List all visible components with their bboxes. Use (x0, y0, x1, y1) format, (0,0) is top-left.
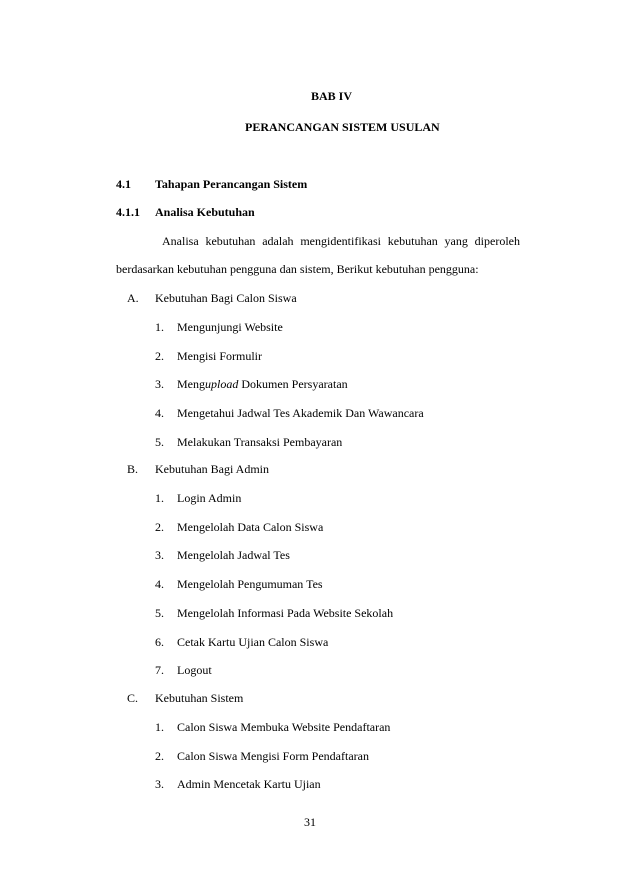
list-item (177, 377, 348, 392)
intro-paragraph-line-1: Analisa kebutuhan adalah mengidentifikasi kebutuhan yang diperoleh (162, 234, 520, 248)
list-item-number: 4. (155, 406, 164, 420)
list-item: Cetak Kartu Ujian Calon Siswa (177, 635, 329, 649)
list-item-number: 7. (155, 663, 164, 677)
list-item-number: 2. (155, 520, 164, 534)
page-number: 31 (304, 815, 316, 829)
group-letter: C. (127, 691, 139, 705)
list-item-number: 3. (155, 377, 164, 391)
list-item: Melakukan Transaksi Pembayaran (177, 435, 343, 449)
group-letter: B. (127, 462, 139, 476)
list-item-number: 6. (155, 635, 164, 649)
list-item-number: 1. (155, 720, 164, 734)
list-item-number: 2. (155, 349, 164, 363)
list-item: Mengisi Formulir (177, 349, 263, 363)
list-item: Admin Mencetak Kartu Ujian (177, 777, 321, 791)
list-item: Mengelolah Pengumuman Tes (177, 577, 323, 591)
group-letter: A. (127, 291, 139, 305)
list-item: Logout (177, 663, 212, 677)
list-item-number: 1. (155, 491, 164, 505)
group-title: Kebutuhan Bagi Calon Siswa (155, 291, 297, 305)
list-item-number: 1. (155, 320, 164, 334)
group-title: Kebutuhan Sistem (155, 691, 244, 705)
chapter-title: PERANCANGAN SISTEM USULAN (245, 120, 440, 134)
intro-paragraph-line-2: berdasarkan kebutuhan pengguna dan sistem, Berikut kebutuhan pengguna: (116, 262, 479, 276)
list-item-number: 5. (155, 435, 164, 449)
section-title: Tahapan Perancangan Sistem (155, 177, 308, 191)
chapter-heading: BAB IV (311, 89, 353, 103)
list-item: Mengelolah Informasi Pada Website Sekolah (177, 606, 394, 620)
list-item: Mengunjungi Website (177, 320, 283, 334)
list-item-number: 4. (155, 577, 164, 591)
group-title: Kebutuhan Bagi Admin (155, 462, 269, 476)
list-item: Calon Siswa Mengisi Form Pendaftaran (177, 749, 369, 763)
list-item-number: 3. (155, 548, 164, 562)
subsection-number: 4.1.1 (116, 205, 140, 219)
section-number: 4.1 (116, 177, 131, 191)
subsection-title: Analisa Kebutuhan (155, 205, 255, 219)
list-item-suffix: Dokumen Persyaratan (238, 377, 348, 391)
list-item: Login Admin (177, 491, 242, 505)
list-item: Mengelolah Data Calon Siswa (177, 520, 324, 534)
list-item-number: 3. (155, 777, 164, 791)
list-item-number: 2. (155, 749, 164, 763)
list-item-number: 5. (155, 606, 164, 620)
list-item-prefix: Meng (177, 377, 205, 391)
list-item: Mengelolah Jadwal Tes (177, 548, 290, 562)
list-item-italic: upload (205, 377, 239, 391)
list-item: Mengetahui Jadwal Tes Akademik Dan Wawancara (177, 406, 424, 420)
list-item: Calon Siswa Membuka Website Pendaftaran (177, 720, 391, 734)
